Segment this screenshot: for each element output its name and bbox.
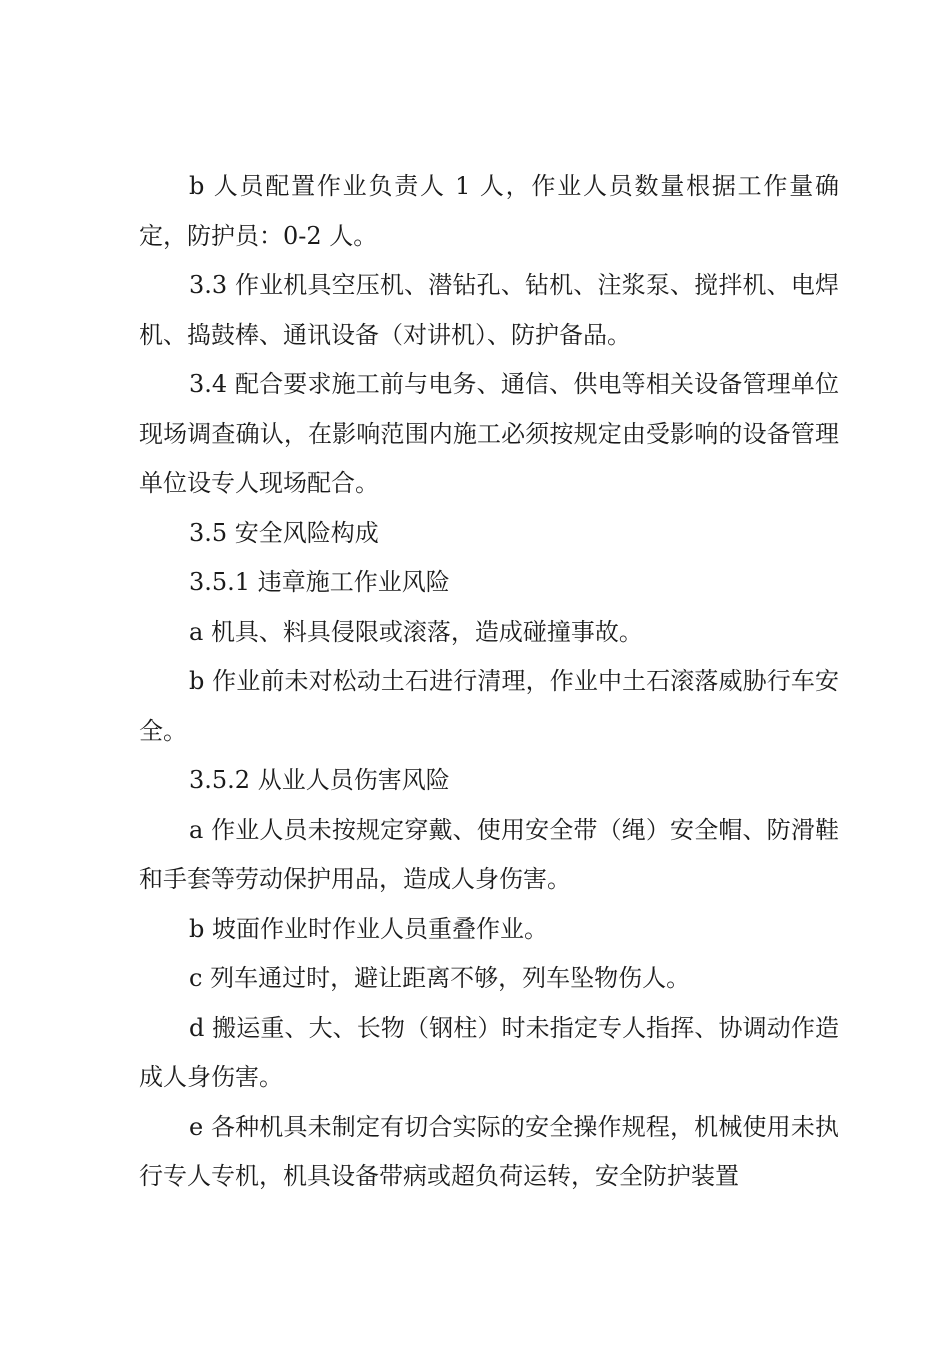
paragraph-risk-b: b 作业前未对松动土石进行清理，作业中土石滚落威胁行车安全。 — [139, 667, 839, 745]
paragraph-injury-c: c 列车通过时，避让距离不够，列车坠物伤人。 — [189, 964, 691, 992]
paragraph-staffing: b 人员配置作业负责人 1 人，作业人员数量根据工作量确定，防护员：0-2 人。 — [139, 172, 839, 250]
paragraph-coordination: 3.4 配合要求施工前与电务、通信、供电等相关设备管理单位现场调查确认，在影响范围内施工必须按规定由受影响的设备管理单位设专人现场配合。 — [139, 370, 839, 497]
subsection-heading-injury: 3.5.2 从业人员伤害风险 — [189, 766, 450, 794]
paragraph-injury-d: d 搬运重、大、长物（钢柱）时未指定专人指挥、协调动作造成人身伤害。 — [139, 1013, 839, 1091]
paragraph-risk-a: a 机具、料具侵限或滚落，造成碰撞事故。 — [189, 617, 643, 646]
paragraph-injury-e: e 各种机具未制定有切合实际的安全操作规程，机械使用未执行专人专机，机具设备带病或超负荷运转，安全防护装置 — [139, 1112, 839, 1190]
document-body — [139, 162, 839, 1202]
paragraph-injury-a: a 作业人员未按规定穿戴、使用安全带（绳）安全帽、防滑鞋和手套等劳动保护用品，造成人身伤害。 — [139, 815, 839, 893]
paragraph-equipment: 3.3 作业机具空压机、潜钻孔、钻机、注浆泵、搅拌机、电焊机、捣鼓棒、通讯设备（对讲机）、防护备品。 — [139, 271, 839, 349]
paragraph-injury-b: b 坡面作业时作业人员重叠作业。 — [189, 914, 548, 943]
section-heading-risk: 3.5 安全风险构成 — [189, 518, 379, 547]
subsection-heading-violation: 3.5.1 违章施工作业风险 — [189, 568, 450, 596]
